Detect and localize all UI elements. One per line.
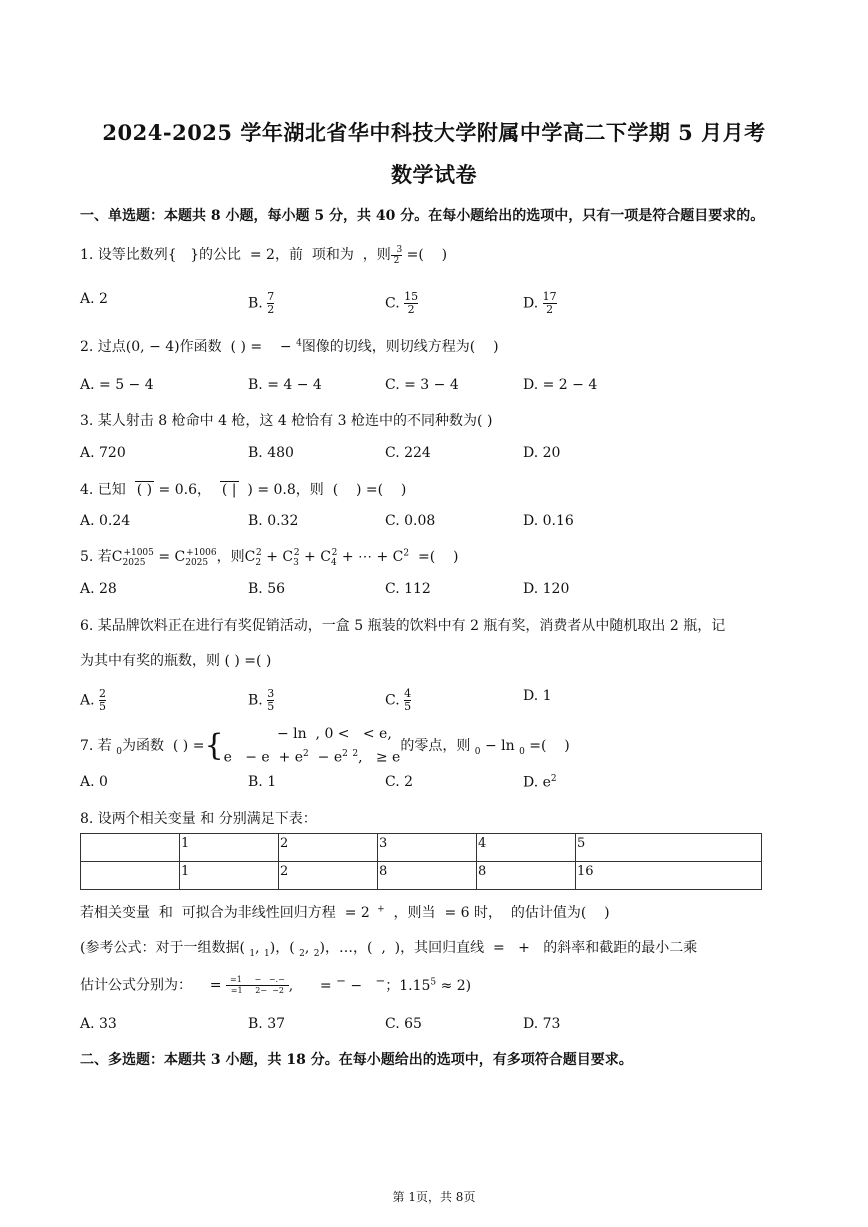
option-a[interactable]: A. $\frac{2}{5}$ — [80, 687, 107, 713]
option-c[interactable]: C. $\frac{4}{5}$ — [385, 687, 412, 713]
option-a[interactable]: A. 33 — [80, 1016, 117, 1032]
exam-subtitle: 数学试卷 — [391, 162, 477, 187]
option-c[interactable]: C. $\frac{15}{2}$ — [385, 290, 419, 316]
question-7-options — [80, 774, 780, 794]
table-cell: 8 — [477, 862, 576, 890]
option-a[interactable]: A. 0 — [80, 774, 108, 790]
question-3: 3. 某人射击 8 枪命中 4 枪，这 4 枪恰有 3 枪连中的不同种数为( ) — [80, 413, 493, 429]
option-a[interactable]: A. 720 — [80, 445, 126, 461]
table-cell: 8 — [378, 862, 477, 890]
option-a[interactable]: A. 2 — [80, 291, 108, 307]
section-single-choice: 一、单选题：本题共 8 小题，每小题 5 分，共 40 分。在每小题给出的选项中，只有一项是符合题目要求的。 — [80, 208, 765, 224]
table-cell: 1 — [180, 862, 279, 890]
question-8: 8. 设两个相关变量 和 分别满足下表： — [80, 811, 317, 827]
question-8-options — [80, 1016, 780, 1036]
question-6-cont: 为其中有奖的瓶数，则 ( ) =( ) — [80, 653, 272, 669]
option-c[interactable]: C. 224 — [385, 445, 431, 461]
table-cell: 1 — [180, 834, 279, 862]
table-cell: 2 — [279, 834, 378, 862]
option-d[interactable]: D. $e^2$ — [523, 774, 557, 791]
table-cell: 5 — [576, 834, 762, 862]
option-d[interactable]: D. 120 — [523, 581, 570, 597]
table-row — [81, 862, 762, 890]
table-cell — [81, 862, 180, 890]
option-c[interactable]: C. 0.08 — [385, 513, 436, 529]
option-a[interactable]: A. = 5 − 4 — [80, 377, 154, 393]
table-cell: 3 — [378, 834, 477, 862]
question-2: 2. 过点(0, − 4)作函数 ( ) = − $^4$图像的切线，则切线方程为( ) — [80, 338, 499, 355]
option-b[interactable]: B. $\frac{3}{5}$ — [248, 687, 275, 713]
table-row — [81, 834, 762, 862]
option-b[interactable]: B. 56 — [248, 581, 286, 597]
question-8-regression: 若相关变量 和 可拟合为非线性回归方程 = 2 + ，则当 = 6 时， 的估计值为( ) — [80, 904, 610, 921]
question-1: 1. 设等比数列{ }的公比 = 2，前 项和为 ，则 $\frac{3}{2}$ =( ) — [80, 244, 448, 266]
question-4: 4. 已知 ( ) = 0.6， ( | ) = 0.8，则 ( ) =( ) — [80, 482, 407, 498]
option-c[interactable]: C. 112 — [385, 581, 431, 597]
question-6-options — [80, 687, 780, 713]
option-b[interactable]: B. = 4 − 4 — [248, 377, 322, 393]
option-b[interactable]: B. $\frac{7}{2}$ — [248, 290, 275, 316]
table-cell: 16 — [576, 862, 762, 890]
question-8-formula: 估计公式分别为： = $\frac{=1 - -.-}{=1 2- -2}$ , = − − −；$1.15^5 \approx 2$) — [80, 973, 472, 996]
question-5: 5. 若$C_{2025}^{+1005} = C_{2025}^{+1006}$，则$C_2^2 + C_3^2 + C_4^2$ + ⋯ + $C^2$ =( ) — [80, 548, 459, 568]
option-d[interactable]: D. = 2 − 4 — [523, 377, 598, 393]
question-6: 6. 某品牌饮料正在进行有奖促销活动，一盒 5 瓶装的饮料中有 2 瓶有奖，消费者从中随机取出 2 瓶，记 — [80, 618, 726, 634]
option-b[interactable]: B. 37 — [248, 1016, 286, 1032]
question-2-options — [80, 377, 780, 397]
data-table — [80, 833, 762, 890]
question-4-options — [80, 513, 780, 533]
page-footer: 第 1页，共 8页 — [392, 1190, 476, 1204]
option-d[interactable]: D. 0.16 — [523, 513, 574, 529]
option-c[interactable]: C. 65 — [385, 1016, 422, 1032]
question-7: 7. 若 $_0$为函数 ( ) ={ − ln , 0 < < e, $e - e + e^2 - e^2$ $^2$, ≥ e 的零点，则 $_0$ − ln $_0$ =( ) — [80, 726, 570, 766]
option-b[interactable]: B. 0.32 — [248, 513, 299, 529]
option-a[interactable]: A. 28 — [80, 581, 117, 597]
table-cell: 4 — [477, 834, 576, 862]
option-c[interactable]: C. = 3 − 4 — [385, 377, 459, 393]
question-1-options — [80, 290, 780, 316]
table-cell: 2 — [279, 862, 378, 890]
option-d[interactable]: D. 1 — [523, 688, 552, 704]
section-multi-choice: 二、多选题：本题共 3 小题，共 18 分。在每小题给出的选项中，有多项符合题目要求。 — [80, 1052, 633, 1068]
question-5-options — [80, 581, 780, 601]
table-cell — [81, 834, 180, 862]
option-a[interactable]: A. 0.24 — [80, 513, 131, 529]
option-b[interactable]: B. 1 — [248, 774, 277, 790]
question-3-options — [80, 445, 780, 465]
option-d[interactable]: D. 20 — [523, 445, 561, 461]
option-b[interactable]: B. 480 — [248, 445, 294, 461]
option-d[interactable]: D. 73 — [523, 1016, 561, 1032]
option-d[interactable]: D. $\frac{17}{2}$ — [523, 290, 557, 316]
option-c[interactable]: C. 2 — [385, 774, 414, 790]
exam-title: 2024-2025 学年湖北省华中科技大学附属中学高二下学期 5 月月考 — [102, 120, 766, 145]
question-8-formula-intro: (参考公式：对于一组数据( $_1$, $_1$)，( $_2$, $_2$)，…，( , )，其回归直线 = + 的斜率和截距的最小二乘 — [80, 940, 698, 959]
